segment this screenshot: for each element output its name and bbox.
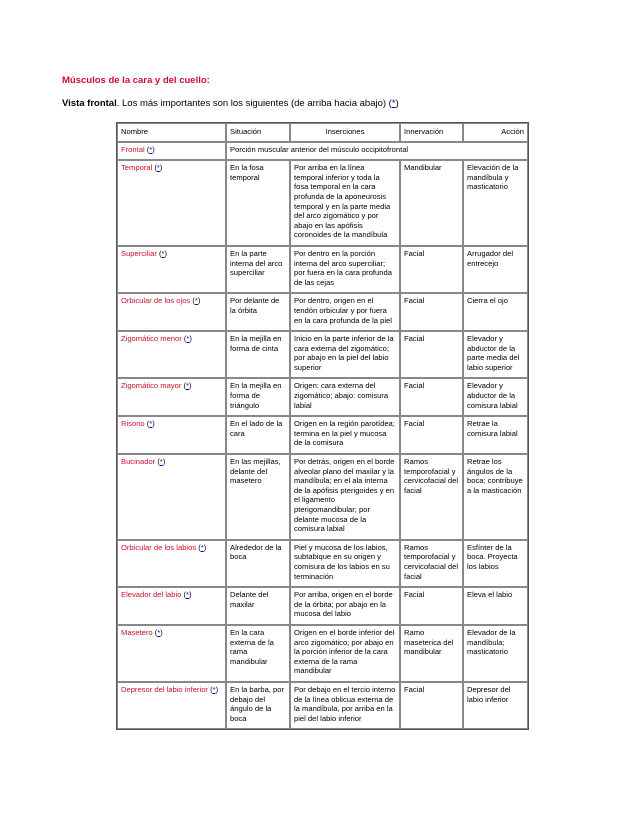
situacion-cell: Delante del maxilar bbox=[226, 587, 290, 625]
muscles-table bbox=[116, 122, 529, 730]
inserciones-cell: Inicio en la parte inferior de la cara externa del zigomático; por abajo en la piel del labio superior bbox=[290, 331, 400, 378]
innervacion-cell: Facial bbox=[400, 416, 463, 454]
innervacion-cell: Facial bbox=[400, 293, 463, 331]
table-row bbox=[117, 293, 528, 331]
muscle-reference-link[interactable]: * bbox=[157, 627, 161, 637]
table-row bbox=[117, 246, 528, 293]
intro-paragraph bbox=[62, 98, 399, 109]
muscle-reference-link[interactable]: * bbox=[186, 334, 190, 344]
innervacion-cell: Mandibular bbox=[400, 160, 463, 246]
header-situacion: Situación bbox=[226, 123, 290, 142]
muscle-reference-link[interactable]: * bbox=[194, 296, 198, 306]
accion-cell: Arrugador del entrecejo bbox=[463, 246, 528, 293]
header-accion: Acción bbox=[463, 123, 528, 142]
table-header-row bbox=[117, 123, 528, 142]
page-title: Músculos de la cara y del cuello: bbox=[62, 75, 210, 86]
muscle-reference-link[interactable]: * bbox=[161, 248, 165, 258]
muscle-name-cell: Temporal (*) bbox=[117, 160, 226, 246]
table-row bbox=[117, 378, 528, 416]
table-row bbox=[117, 682, 528, 729]
inserciones-cell: Por arriba, origen en el borde de la órbita; por abajo en la mucosa del labio bbox=[290, 587, 400, 625]
muscle-name-cell: Elevador del labio (*) bbox=[117, 587, 226, 625]
situacion-cell: En la cara externa de la rama mandibular bbox=[226, 625, 290, 682]
muscle-reference-link[interactable]: * bbox=[200, 542, 204, 552]
inserciones-cell: Por dentro en la porción interna del arco superciliar; por fuera en la cara profunda de las cejas bbox=[290, 246, 400, 293]
muscle-name-cell: Orbicular de los labios (*) bbox=[117, 540, 226, 587]
muscle-reference-link[interactable]: * bbox=[156, 163, 160, 173]
inserciones-cell: Origen: cara externa del zigomático; abajo: comisura labial bbox=[290, 378, 400, 416]
inserciones-cell: Origen en el borde inferior del arco zigomático; por abajo en la porción inferior de la cara externa de la rama mandibular bbox=[290, 625, 400, 682]
table-row bbox=[117, 540, 528, 587]
situacion-cell: En la fosa temporal bbox=[226, 160, 290, 246]
muscle-name-cell: Superciliar (*) bbox=[117, 246, 226, 293]
muscle-reference-link[interactable]: * bbox=[212, 684, 216, 694]
innervacion-cell: Ramos temporofacial y cervicofacial del facial bbox=[400, 540, 463, 587]
inserciones-cell: Por arriba en la línea temporal inferior y toda la fosa temporal en la cara profunda de la aponeurosis temporal y en la parte media del arco zigomático y por abajo en las apófisis coronoides de la mandíbula bbox=[290, 160, 400, 246]
inserciones-cell: Por detrás, origen en el borde alveolar plano del maxilar y la mandíbula; en el ala interna de la apófisis pterigoides y en el ligamento pterigomandibular; por delante mucosa de la comisura labial bbox=[290, 454, 400, 540]
header-inserciones: Inserciones bbox=[290, 123, 400, 142]
muscle-name-cell: Bucinador (*) bbox=[117, 454, 226, 540]
muscle-name: Superciliar bbox=[121, 248, 157, 258]
muscle-name-cell: Masetero (*) bbox=[117, 625, 226, 682]
muscle-name: Risorio bbox=[121, 419, 145, 429]
accion-cell: Elevador y abductor de la comisura labial bbox=[463, 378, 528, 416]
inserciones-cell: Piel y mucosa de los labios, subtabique en su origen y comisura de los labios en su terminación bbox=[290, 540, 400, 587]
muscle-name-cell: Depresor del labio inferior (*) bbox=[117, 682, 226, 729]
muscle-name: Orbicular de los labios bbox=[121, 542, 197, 552]
situacion-cell: Por delante de la órbita bbox=[226, 293, 290, 331]
muscle-name: Depresor del labio inferior bbox=[121, 684, 208, 694]
table-row bbox=[117, 416, 528, 454]
accion-cell: Elevador de la mandíbula; masticatorio bbox=[463, 625, 528, 682]
muscle-reference-link[interactable]: * bbox=[159, 457, 163, 467]
muscle-name-cell: Frontal (*) bbox=[117, 142, 226, 161]
muscle-name-cell: Risorio (*) bbox=[117, 416, 226, 454]
situacion-cell: En la parte interna del arco superciliar bbox=[226, 246, 290, 293]
accion-cell: Eleva el labio bbox=[463, 587, 528, 625]
innervacion-cell: Facial bbox=[400, 331, 463, 378]
intro-reference-link[interactable]: * bbox=[391, 98, 396, 109]
frontal-description: Porción muscular anterior del músculo occipitofrontal bbox=[226, 142, 528, 161]
muscle-reference-link[interactable]: * bbox=[149, 144, 153, 154]
muscle-name: Zigomático mayor bbox=[121, 381, 182, 391]
muscle-reference-link[interactable]: * bbox=[186, 590, 189, 600]
intro-close: ) bbox=[395, 98, 399, 109]
accion-cell: Elevador y abductor de la parte media del labio superior bbox=[463, 331, 528, 378]
table-row bbox=[117, 142, 528, 161]
muscle-reference-link[interactable]: * bbox=[186, 381, 189, 391]
muscle-name-cell: Orbicular de los ojos (*) bbox=[117, 293, 226, 331]
accion-cell: Cierra el ojo bbox=[463, 293, 528, 331]
innervacion-cell: Facial bbox=[400, 246, 463, 293]
table-row bbox=[117, 454, 528, 540]
muscle-name: Masetero bbox=[121, 627, 153, 637]
situacion-cell: Alrededor de la boca bbox=[226, 540, 290, 587]
accion-cell: Retrae la comisura labial bbox=[463, 416, 528, 454]
innervacion-cell: Ramos temporofacial y cervicofacial del facial bbox=[400, 454, 463, 540]
inserciones-cell: Por debajo en el tercio interno de la línea oblicua externa de la mandíbula, por arriba en la piel del labio inferior bbox=[290, 682, 400, 729]
muscle-reference-link[interactable]: * bbox=[149, 419, 153, 429]
accion-cell: Esfínter de la boca. Proyecta los labios bbox=[463, 540, 528, 587]
accion-cell: Elevación de la mandíbula y masticatorio bbox=[463, 160, 528, 246]
table-row bbox=[117, 160, 528, 246]
muscle-name: Bucinador bbox=[121, 457, 156, 467]
intro-heading: Vista frontal bbox=[62, 98, 117, 109]
inserciones-cell: Origen en la región parotídea; termina en la piel y mucosa de la comisura bbox=[290, 416, 400, 454]
table-row bbox=[117, 625, 528, 682]
situacion-cell: En la mejilla en forma de cinta bbox=[226, 331, 290, 378]
header-innervacion: Innervación bbox=[400, 123, 463, 142]
muscle-name: Temporal bbox=[121, 163, 153, 173]
muscle-name: Elevador del labio bbox=[121, 590, 182, 600]
situacion-cell: En la barba, por debajo del ángulo de la boca bbox=[226, 682, 290, 729]
situacion-cell: En el lado de la cara bbox=[226, 416, 290, 454]
header-nombre: Nombre bbox=[117, 123, 226, 142]
situacion-cell: En la mejilla en forma de triángulo bbox=[226, 378, 290, 416]
accion-cell: Retrae los ángulos de la boca; contribuye a la masticación bbox=[463, 454, 528, 540]
accion-cell: Depresor del labio inferior bbox=[463, 682, 528, 729]
innervacion-cell: Facial bbox=[400, 378, 463, 416]
muscle-name: Orbicular de los ojos bbox=[121, 296, 191, 306]
situacion-cell: En las mejillas, delante del masetero bbox=[226, 454, 290, 540]
table-row bbox=[117, 587, 528, 625]
innervacion-cell: Ramo maseterica del mandibular bbox=[400, 625, 463, 682]
muscle-name-cell: Zigomático menor (*) bbox=[117, 331, 226, 378]
muscle-name-cell: Zigomático mayor (*) bbox=[117, 378, 226, 416]
innervacion-cell: Facial bbox=[400, 682, 463, 729]
inserciones-cell: Por dentro, origen en el tendón orbicular y por fuera en la cara profunda de la piel bbox=[290, 293, 400, 331]
innervacion-cell: Facial bbox=[400, 587, 463, 625]
table-row bbox=[117, 331, 528, 378]
muscle-name: Zigomático menor bbox=[121, 334, 182, 344]
intro-text: . Los más importantes son los siguientes (de arriba hacia abajo) ( bbox=[116, 98, 392, 109]
muscle-name: Frontal bbox=[121, 144, 145, 154]
